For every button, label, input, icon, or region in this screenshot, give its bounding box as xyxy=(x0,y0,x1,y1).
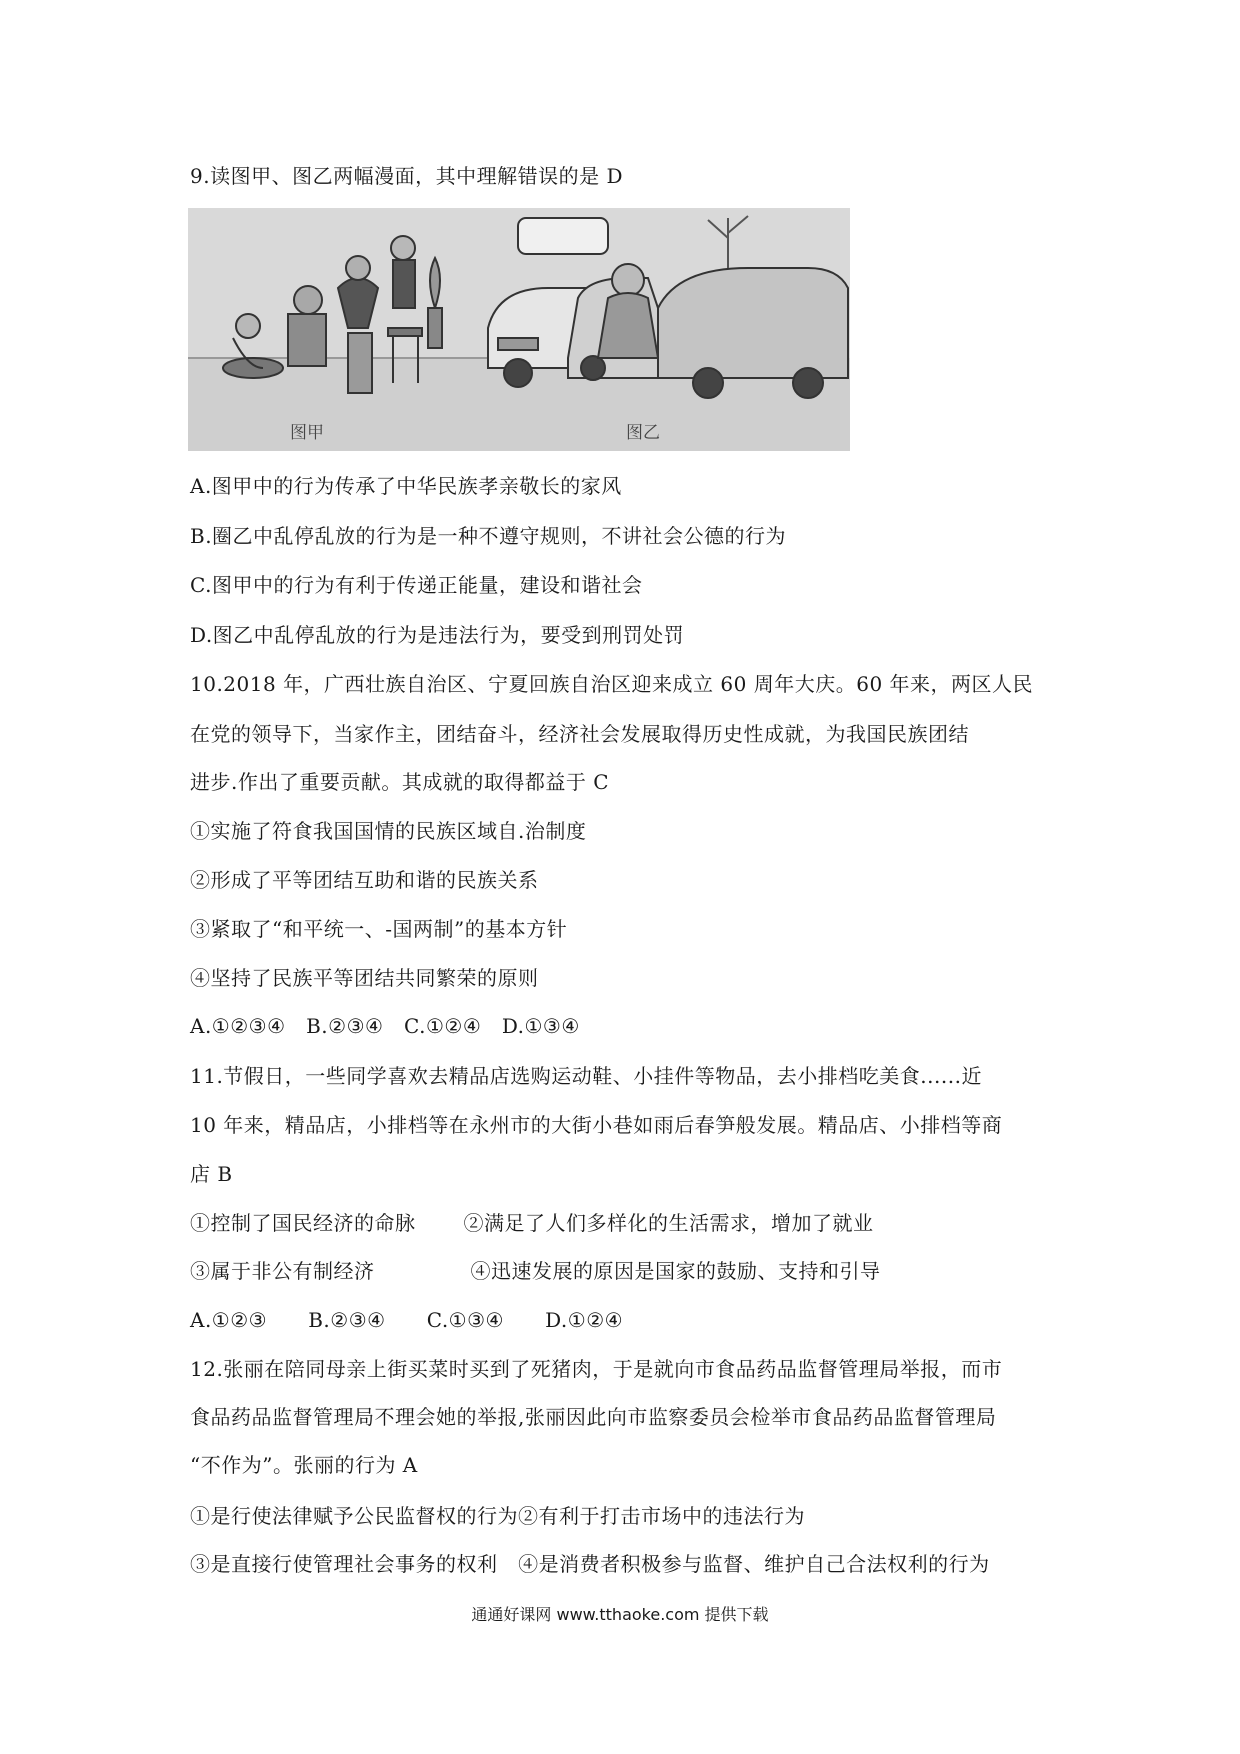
q12-stem-line: 12.张丽在陪同母亲上街买菜时买到了死猪肉，于是就向市食品药品监督管理局举报，而市 xyxy=(190,1357,1003,1381)
q10-stem-line: 进步.作出了重要贡献。其成就的取得都益于 C xyxy=(190,770,610,794)
q12-stem-line: 食品药品监督管理局不理会她的举报,张丽因此向市监察委员会检举市食品药品监督管理局 xyxy=(190,1405,997,1429)
q11-stem-line: 店 B xyxy=(190,1162,233,1186)
q10-item: ③紧取了“和平统一、-国两制”的基本方针 xyxy=(190,917,568,941)
q10-stem-line: 在党的领导下，当家作主，团结奋斗，经济社会发展取得历史性成就，为我国民族团结 xyxy=(190,722,969,746)
q11-item: ③属于非公有制经济 ④迅速发展的原因是国家的鼓励、支持和引导 xyxy=(190,1259,881,1283)
q12-stem-line: “不作为”。张丽的行为 A xyxy=(190,1453,418,1477)
q11-item: ①控制了国民经济的命脉 ②满足了人们多样化的生活需求，增加了就业 xyxy=(190,1211,874,1235)
q9-option-a: A.图甲中的行为传承了中华民族孝亲敬长的家风 xyxy=(190,474,622,498)
q9-option-d: D.图乙中乱停乱放的行为是违法行为，要受到刑罚处罚 xyxy=(190,623,685,647)
q10-stem-line: 10.2018 年，广西壮族自治区、宁夏回族自治区迎来成立 60 周年大庆。60 年来，两区人民 xyxy=(190,672,1034,696)
q9-option-c: C.图甲中的行为有利于传递正能量，建设和谐社会 xyxy=(190,573,643,597)
q11-choices: A.①②③ B.②③④ C.①③④ D.①②④ xyxy=(190,1308,624,1332)
cartoon-figure xyxy=(188,208,850,451)
q10-item: ①实施了符食我国国情的民族区域自.治制度 xyxy=(190,819,587,843)
cartoon-illustration xyxy=(188,208,850,451)
q10-item: ②形成了平等团结互助和谐的民族关系 xyxy=(190,868,539,892)
q11-stem-line: 10 年来，精品店，小排档等在永州市的大街小巷如雨后春笋般发展。精品店、小排档等商 xyxy=(190,1113,1003,1137)
q11-stem-line: 11.节假日，一些同学喜欢去精品店选购运动鞋、小挂件等物品，去小排档吃美食......近 xyxy=(190,1064,982,1088)
figure-caption-b: 图乙 xyxy=(626,423,660,443)
q12-item: ①是行使法律赋予公民监督权的行为②有利于打击市场中的违法行为 xyxy=(190,1504,805,1528)
figure-caption-a: 图甲 xyxy=(290,423,324,443)
page-footer: 通通好课网 www.tthaoke.com 提供下载 xyxy=(471,1605,769,1624)
q10-item: ④坚持了民族平等团结共同繁荣的原则 xyxy=(190,966,539,990)
q9-stem: 9.读图甲、图乙两幅漫面，其中理解错误的是 D xyxy=(190,164,623,188)
q10-choices: A.①②③④ B.②③④ C.①②④ D.①③④ xyxy=(190,1014,580,1038)
q9-option-b: B.圈乙中乱停乱放的行为是一种不遵守规则，不讲社会公德的行为 xyxy=(190,524,787,548)
q12-item: ③是直接行使管理社会事务的权利 ④是消费者积极参与监督、维护自己合法权利的行为 xyxy=(190,1552,990,1576)
